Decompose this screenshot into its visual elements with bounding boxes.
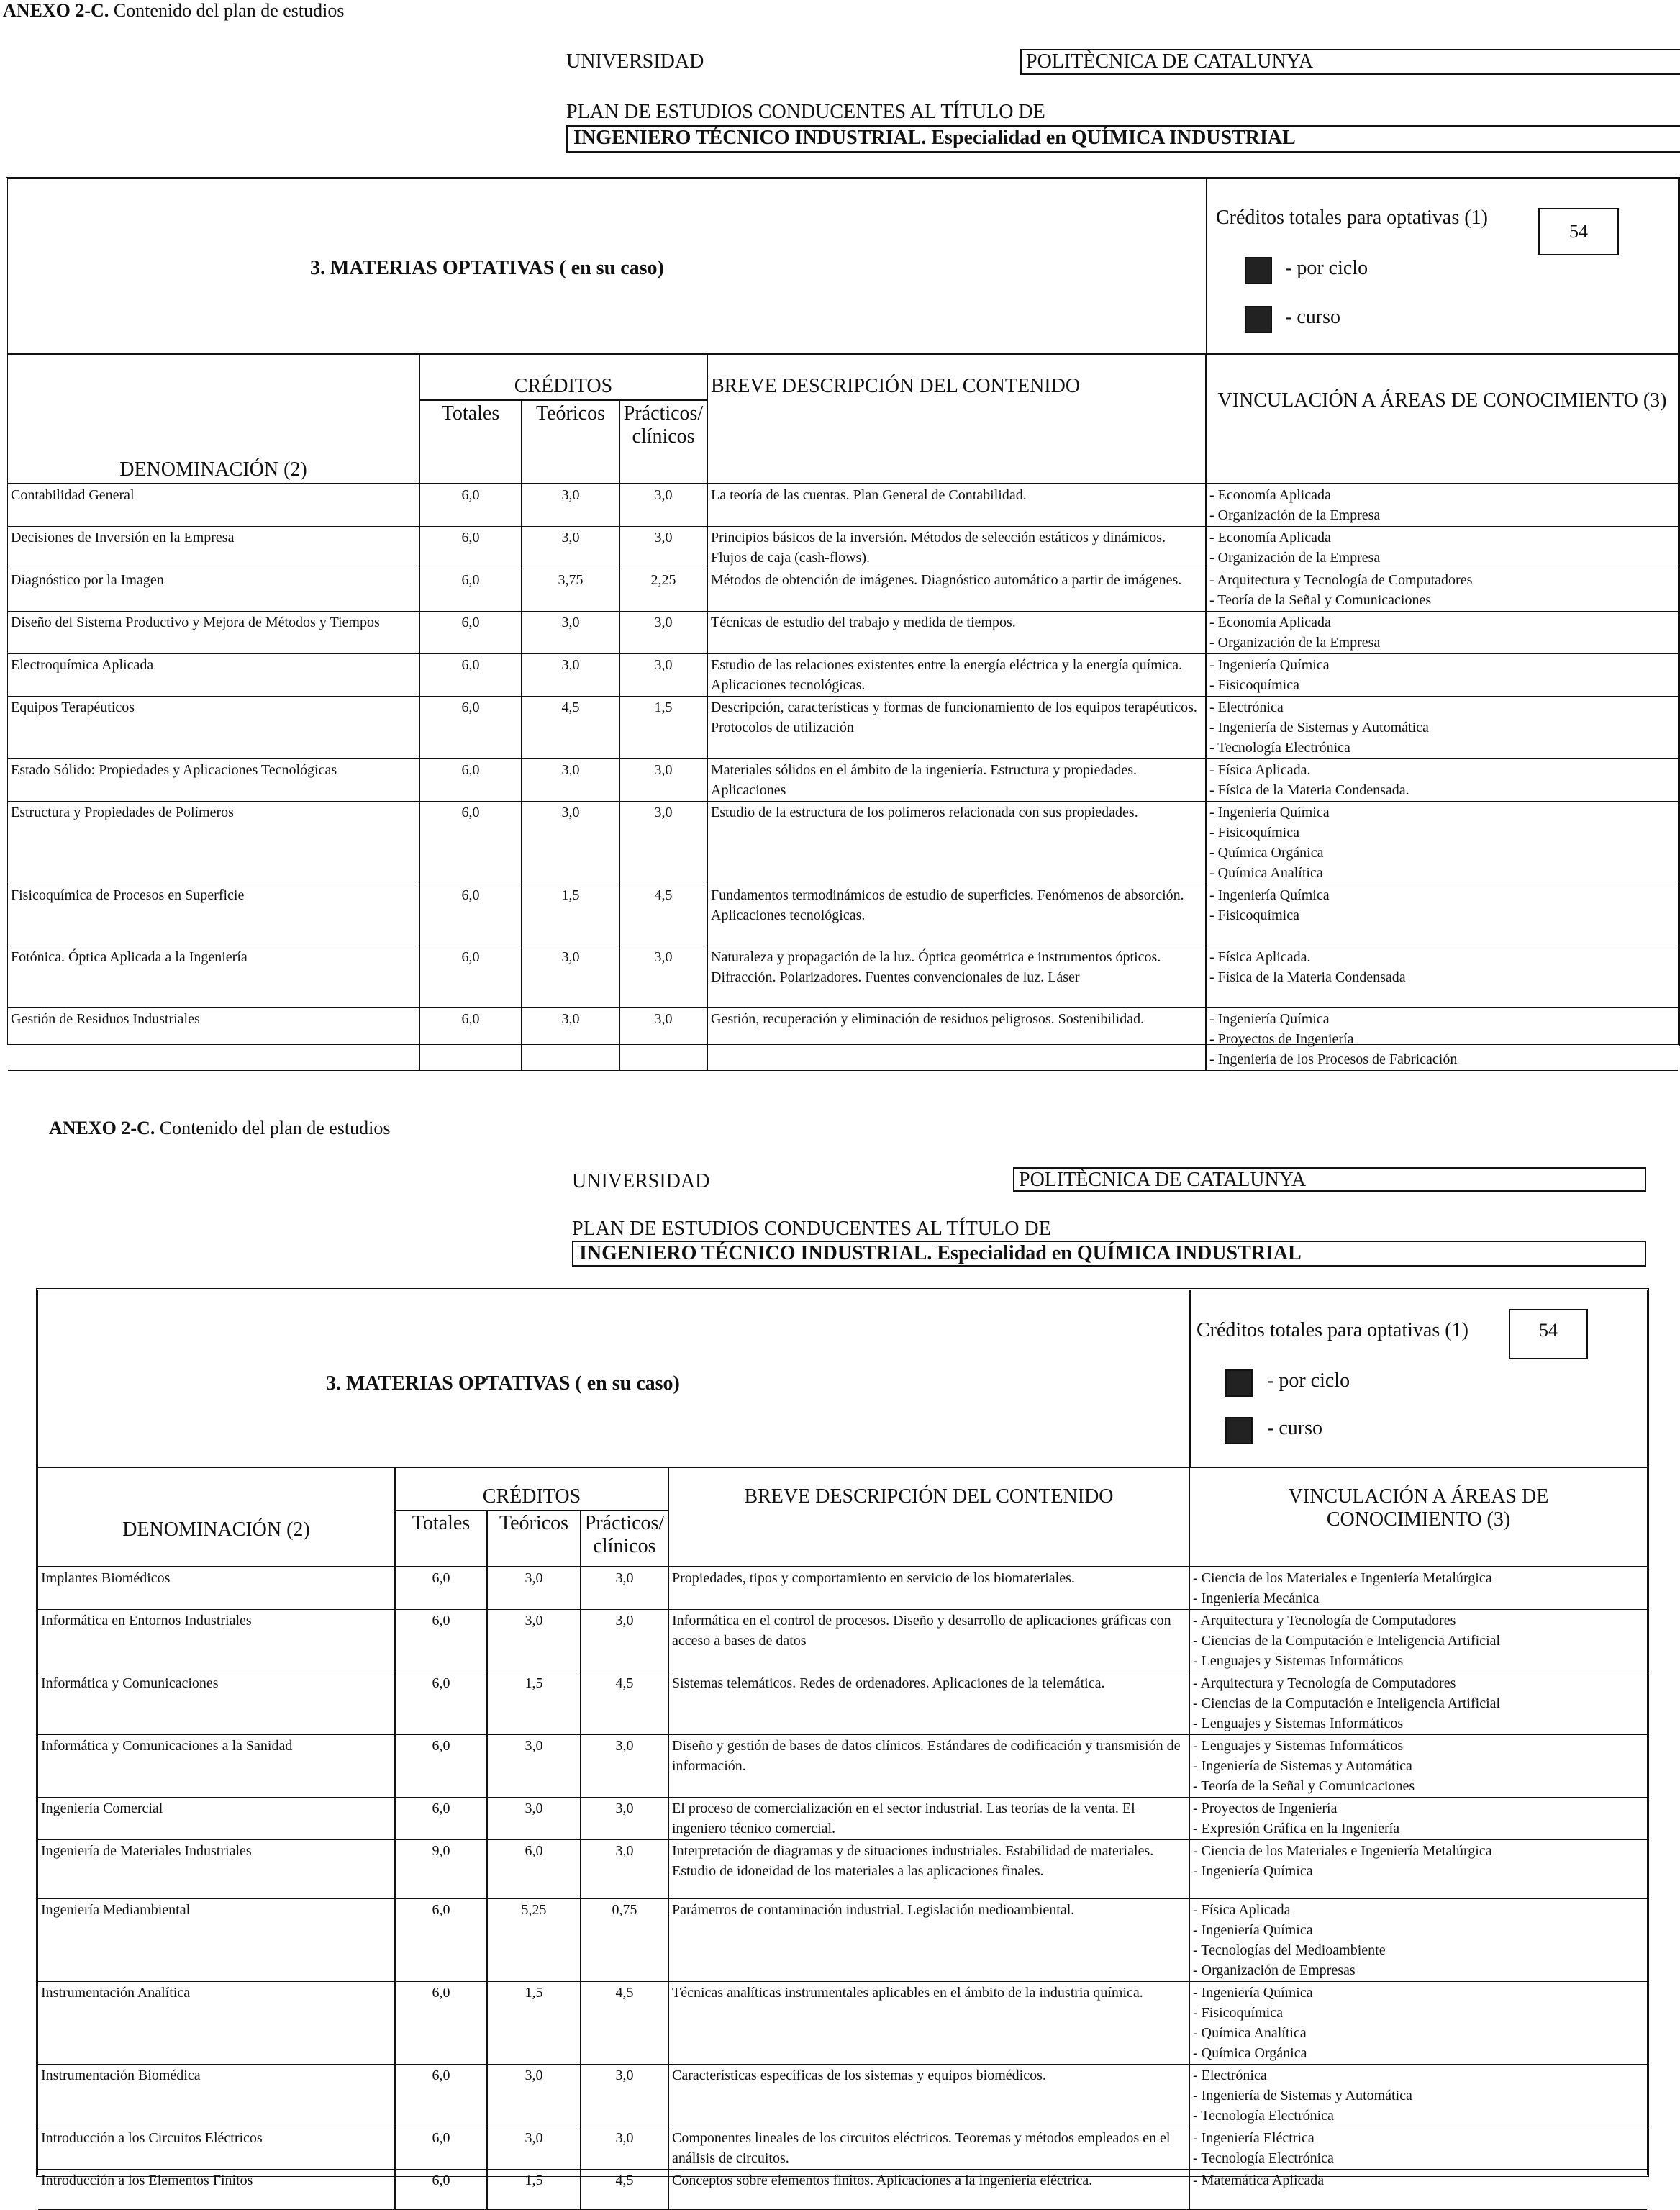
subject-description: Propiedades, tipos y comportamiento en servicio de los biomateriales. [668,1567,1189,1610]
knowledge-area: - Expresión Gráfica en la Ingeniería [1193,1820,1400,1837]
knowledge-area: - Tecnología Electrónica [1193,2150,1334,2166]
credits-theory: 4,5 [522,697,619,759]
knowledge-areas [1189,1839,1647,1898]
subject-description: Técnicas de estudio del trabajo y medida de tiempos. [707,612,1206,654]
credits-theory: 3,0 [522,484,619,527]
table-row [8,654,1678,697]
table-row [38,1981,1647,2064]
credits-practice: 4,5 [581,1672,668,1734]
subject-name: Instrumentación Analítica [38,1981,395,2064]
table-row [8,1008,1678,1071]
creditos-label: Créditos totales para optativas (1) [1216,207,1488,229]
knowledge-area: - Tecnología Electrónica [1209,740,1350,756]
knowledge-area: - Ingeniería Eléctrica [1193,2129,1315,2146]
credits-theory: 5,25 [487,1898,581,1981]
table-row [38,1734,1647,1797]
col-denominacion: DENOMINACIÓN (2) [8,353,419,484]
knowledge-area: - Economía Aplicada [1209,530,1331,545]
credits-total: 6,0 [419,569,522,612]
knowledge-area: - Proyectos de Ingeniería [1209,1031,1354,1047]
knowledge-area: - Ingeniería de Sistemas y Automática [1193,1757,1412,1774]
subject-description: Naturaleza y propagación de la luz. Óptica geométrica e instrumentos ópticos. Difracción. Polarizadores. Fuentes convencionales de luz. Láser [707,946,1206,1008]
knowledge-area: - Ingeniería Química [1209,1011,1330,1027]
plan-label: PLAN DE ESTUDIOS CONDUCENTES AL TÍTULO DE [566,101,1045,123]
creditos-value: 54 [1509,1309,1588,1359]
col-practicos: Prácticos/ clínicos [619,400,707,484]
credits-practice: 3,0 [581,2127,668,2169]
knowledge-area: - Electrónica [1209,699,1284,715]
credits-total: 6,0 [395,1734,487,1797]
knowledge-areas [1189,2169,1647,2209]
knowledge-area: - Ingeniería de los Procesos de Fabricación [1209,1051,1458,1067]
table-row [8,884,1678,946]
credits-theory: 3,0 [522,527,619,569]
credits-theory: 3,0 [522,1008,619,1071]
subject-name: Diagnóstico por la Imagen [8,569,419,612]
credits-total: 6,0 [395,1672,487,1734]
knowledge-area: - Ingeniería Química [1209,887,1330,903]
subject-description: La teoría de las cuentas. Plan General de Contabilidad. [707,484,1206,527]
knowledge-area: - Ingeniería Química [1193,1984,1313,2001]
credits-total: 9,0 [395,1839,487,1898]
credits-theory: 3,0 [487,1609,581,1672]
subject-description: Estudio de las relaciones existentes entre la energía eléctrica y la energía química. Aplicaciones tecnológicas. [707,654,1206,697]
checkbox-icon [1245,257,1272,284]
curso-label: - curso [1285,306,1340,328]
knowledge-area: - Ciencia de los Materiales e Ingeniería Metalúrgica [1193,1570,1492,1586]
knowledge-area: - Ingeniería de Sistemas y Automática [1193,2087,1412,2103]
knowledge-areas [1206,612,1678,654]
subject-name: Implantes Biomédicos [38,1567,395,1610]
credits-practice: 3,0 [619,802,707,884]
credits-practice: 3,0 [619,654,707,697]
credits-theory: 3,0 [487,2127,581,2169]
subject-name: Equipos Terapéuticos [8,697,419,759]
credits-practice: 4,5 [581,1981,668,2064]
por-ciclo-label: - por ciclo [1267,1369,1350,1392]
credits-theory: 1,5 [487,2169,581,2209]
subject-description: Técnicas analíticas instrumentales aplicables en el ámbito de la industria química. [668,1981,1189,2064]
materias-frame [36,1288,1649,2188]
credits-practice: 1,5 [619,697,707,759]
knowledge-areas [1206,654,1678,697]
annex-description: Contenido del plan de estudios [109,0,345,21]
col-creditos: CRÉDITOS [419,353,707,400]
subject-name: Gestión de Residuos Industriales [8,1008,419,1071]
subject-name: Decisiones de Inversión en la Empresa [8,527,419,569]
materias-header [8,179,1678,355]
table-row [8,484,1678,527]
subject-name: Instrumentación Biomédica [38,2064,395,2127]
knowledge-areas [1189,1567,1647,1610]
knowledge-area: - Ciencias de la Computación e Inteligencia Artificial [1193,1632,1501,1649]
table-row [8,612,1678,654]
knowledge-areas [1206,802,1678,884]
credits-practice: 3,0 [619,759,707,802]
credits-theory: 3,75 [522,569,619,612]
knowledge-area: - Química Analítica [1209,865,1323,881]
col-teoricos: Teóricos [487,1511,581,1567]
knowledge-area: - Ingeniería Química [1193,1862,1313,1879]
knowledge-areas [1189,1672,1647,1734]
credits-theory: 1,5 [487,1672,581,1734]
subject-name: Diseño del Sistema Productivo y Mejora de Métodos y Tiempos [8,612,419,654]
knowledge-area: - Economía Aplicada [1209,615,1331,630]
knowledge-area: - Ingeniería Mecánica [1193,1590,1320,1606]
table-row [38,2169,1647,2209]
table-row [8,697,1678,759]
credits-theory: 3,0 [487,1797,581,1839]
subject-name: Estructura y Propiedades de Polímeros [8,802,419,884]
table-row [8,527,1678,569]
creditos-panel [1206,179,1679,353]
table-row [38,1898,1647,1981]
credits-total: 6,0 [395,1609,487,1672]
col-denominacion: DENOMINACIÓN (2) [38,1467,395,1567]
knowledge-area: - Química Analítica [1193,2024,1307,2041]
credits-total: 6,0 [419,1008,522,1071]
credits-total: 6,0 [395,1797,487,1839]
knowledge-area: - Arquitectura y Tecnología de Computadores [1209,572,1473,588]
credits-theory: 3,0 [522,946,619,1008]
knowledge-area: - Lenguajes y Sistemas Informáticos [1193,1737,1404,1754]
knowledge-area: - Teoría de la Señal y Comunicaciones [1209,592,1432,608]
subject-name: Introducción a los Elementos Finitos [38,2169,395,2209]
knowledge-area: - Fisicoquímica [1209,825,1299,841]
col-vinculacion: VINCULACIÓN A ÁREAS DE CONOCIMIENTO (3) [1189,1467,1647,1567]
credits-total: 6,0 [395,1898,487,1981]
knowledge-area: - Arquitectura y Tecnología de Computadores [1193,1675,1456,1691]
knowledge-area: - Ingeniería de Sistemas y Automática [1209,720,1429,735]
materias-title: 3. MATERIAS OPTATIVAS ( en su caso) [310,257,664,279]
plan-label: PLAN DE ESTUDIOS CONDUCENTES AL TÍTULO DE [572,1218,1051,1240]
subject-name: Introducción a los Circuitos Eléctricos [38,2127,395,2169]
credits-practice: 3,0 [581,1797,668,1839]
credits-total: 6,0 [395,2064,487,2127]
knowledge-areas [1206,1008,1678,1071]
credits-theory: 6,0 [487,1839,581,1898]
university-value: POLITÈCNICA DE CATALUNYA [1013,1167,1646,1192]
knowledge-area: - Fisicoquímica [1209,907,1299,923]
subject-description: Métodos de obtención de imágenes. Diagnóstico automático a partir de imágenes. [707,569,1206,612]
knowledge-area: - Organización de la Empresa [1209,635,1381,651]
subject-description: Parámetros de contaminación industrial. Legislación medioambiental. [668,1898,1189,1981]
subject-description: Descripción, características y formas de funcionamiento de los equipos terapéuticos. Protocolos de utilización [707,697,1206,759]
knowledge-area: - Ingeniería Química [1209,805,1330,820]
knowledge-area: - Física Aplicada [1193,1901,1291,1918]
credits-theory: 1,5 [487,1981,581,2064]
knowledge-area: - Ciencias de la Computación e Inteligencia Artificial [1193,1695,1501,1711]
checkbox-icon [1225,1417,1253,1444]
annex-label: ANEXO 2-C. [3,0,109,21]
subject-name: Contabilidad General [8,484,419,527]
subject-description: El proceso de comercialización en el sector industrial. Las teorías de la venta. El ingeniero técnico comercial. [668,1797,1189,1839]
subject-name: Informática y Comunicaciones [38,1672,395,1734]
credits-total: 6,0 [419,802,522,884]
subject-name: Informática y Comunicaciones a la Sanidad [38,1734,395,1797]
col-creditos: CRÉDITOS [395,1467,668,1511]
knowledge-areas [1189,1797,1647,1839]
knowledge-areas [1206,697,1678,759]
credits-total: 6,0 [419,484,522,527]
knowledge-areas [1189,1981,1647,2064]
materias-table [38,1467,1647,2210]
subject-description: Materiales sólidos en el ámbito de la ingeniería. Estructura y propiedades. Aplicaciones [707,759,1206,802]
knowledge-area: - Ingeniería Química [1209,657,1330,673]
annex-label: ANEXO 2-C. [49,1118,155,1138]
knowledge-area: - Fisicoquímica [1193,2004,1283,2021]
subject-description: Características específicas de los sistemas y equipos biomédicos. [668,2064,1189,2127]
table-row [8,802,1678,884]
col-practicos: Prácticos/ clínicos [581,1511,668,1567]
checkbox-icon [1225,1369,1253,1397]
col-descripcion: BREVE DESCRIPCIÓN DEL CONTENIDO [668,1467,1189,1567]
credits-theory: 3,0 [487,1734,581,1797]
credits-practice: 2,25 [619,569,707,612]
table-row [38,2064,1647,2127]
credits-practice: 3,0 [581,2064,668,2127]
university-value: POLITÈCNICA DE CATALUNYA [1020,49,1680,75]
university-label: UNIVERSIDAD [566,50,704,73]
subject-description: Diseño y gestión de bases de datos clínicos. Estándares de codificación y transmisión de información. [668,1734,1189,1797]
credits-practice: 3,0 [581,1839,668,1898]
knowledge-area: - Tecnología Electrónica [1193,2107,1334,2124]
knowledge-areas [1206,527,1678,569]
checkbox-icon [1245,306,1272,333]
credits-total: 6,0 [395,1567,487,1610]
col-descripcion: BREVE DESCRIPCIÓN DEL CONTENIDO [707,353,1206,484]
subject-name: Fotónica. Óptica Aplicada a la Ingeniería [8,946,419,1008]
knowledge-area: - Física Aplicada. [1209,762,1311,778]
knowledge-areas [1206,569,1678,612]
subject-name: Ingeniería Comercial [38,1797,395,1839]
credits-total: 6,0 [419,654,522,697]
subject-description: Gestión, recuperación y eliminación de residuos peligrosos. Sostenibilidad. [707,1008,1206,1071]
knowledge-area: - Lenguajes y Sistemas Informáticos [1193,1715,1404,1731]
knowledge-area: - Organización de la Empresa [1209,507,1381,523]
credits-practice: 3,0 [581,1567,668,1610]
table-row [8,759,1678,802]
credits-theory: 3,0 [522,612,619,654]
knowledge-area: - Organización de Empresas [1193,1962,1356,1978]
subject-description: Conceptos sobre elementos finitos. Aplicaciones a la ingeniería eléctrica. [668,2169,1189,2209]
subject-description: Principios básicos de la inversión. Métodos de selección estáticos y dinámicos. Flujos de caja (cash-flows). [707,527,1206,569]
credits-total: 6,0 [419,612,522,654]
knowledge-area: - Lenguajes y Sistemas Informáticos [1193,1652,1404,1669]
credits-total: 6,0 [395,2127,487,2169]
subject-description: Estudio de la estructura de los polímeros relacionada con sus propiedades. [707,802,1206,884]
knowledge-areas [1189,1898,1647,1981]
credits-practice: 3,0 [619,1008,707,1071]
table-row [38,1567,1647,1610]
credits-theory: 3,0 [487,2064,581,2127]
knowledge-area: - Ingeniería Química [1193,1921,1313,1938]
knowledge-area: - Ciencia de los Materiales e Ingeniería Metalúrgica [1193,1842,1492,1859]
credits-theory: 3,0 [487,1567,581,1610]
creditos-panel [1189,1290,1648,1467]
knowledge-area: - Física de la Materia Condensada [1209,969,1406,985]
materias-table [8,353,1678,1071]
knowledge-area: - Teoría de la Señal y Comunicaciones [1193,1777,1415,1794]
knowledge-area: - Arquitectura y Tecnología de Computadores [1193,1612,1456,1629]
credits-practice: 0,75 [581,1898,668,1981]
credits-total: 6,0 [419,527,522,569]
credits-total: 6,0 [419,884,522,946]
knowledge-area: - Física de la Materia Condensada. [1209,782,1409,798]
knowledge-areas [1189,2127,1647,2169]
knowledge-area: - Proyectos de Ingeniería [1193,1800,1338,1816]
knowledge-area: - Electrónica [1193,2067,1267,2083]
knowledge-area: - Fisicoquímica [1209,677,1299,693]
subject-name: Estado Sólido: Propiedades y Aplicaciones Tecnológicas [8,759,419,802]
knowledge-areas [1206,759,1678,802]
por-ciclo-label: - por ciclo [1285,257,1368,279]
credits-practice: 4,5 [581,2169,668,2209]
credits-theory: 1,5 [522,884,619,946]
table-row [38,1839,1647,1898]
subject-description: Interpretación de diagramas y de situaciones industriales. Estabilidad de materiales. Estudio de idoneidad de los materiales a las aplicaciones finales. [668,1839,1189,1898]
knowledge-area: - Química Orgánica [1193,2044,1307,2061]
knowledge-area: - Física Aplicada. [1209,949,1311,965]
subject-name: Fisicoquímica de Procesos en Superficie [8,884,419,946]
creditos-value: 54 [1538,208,1619,255]
subject-description: Componentes lineales de los circuitos eléctricos. Teoremas y métodos empleados en el análisis de circuitos. [668,2127,1189,2169]
subject-name: Electroquímica Aplicada [8,654,419,697]
university-label: UNIVERSIDAD [572,1170,710,1192]
credits-theory: 3,0 [522,759,619,802]
subject-name: Informática en Entornos Industriales [38,1609,395,1672]
curso-label: - curso [1267,1417,1322,1439]
subject-description: Informática en el control de procesos. Diseño y desarrollo de aplicaciones gráficas con acceso a bases de datos [668,1609,1189,1672]
annex-description: Contenido del plan de estudios [155,1118,391,1138]
credits-practice: 3,0 [619,946,707,1008]
table-row [38,2127,1647,2169]
credits-practice: 3,0 [619,612,707,654]
credits-practice: 3,0 [619,484,707,527]
knowledge-area: - Tecnologías del Medioambiente [1193,1942,1386,1958]
credits-theory: 3,0 [522,654,619,697]
table-row [8,946,1678,1008]
degree-title: INGENIERO TÉCNICO INDUSTRIAL. Especialidad en QUÍMICA INDUSTRIAL [566,125,1680,153]
credits-total: 6,0 [419,759,522,802]
credits-total: 6,0 [419,946,522,1008]
col-teoricos: Teóricos [522,400,619,484]
knowledge-area: - Organización de la Empresa [1209,550,1381,566]
knowledge-area: - Matemática Aplicada [1193,2172,1325,2188]
annex-title [3,0,344,22]
materias-header [38,1290,1647,1468]
knowledge-area: - Química Orgánica [1209,845,1324,861]
annex-title [49,1118,390,1139]
col-totales: Totales [395,1511,487,1567]
credits-practice: 3,0 [581,1734,668,1797]
col-totales: Totales [419,400,522,484]
col-vinculacion: VINCULACIÓN A ÁREAS DE CONOCIMIENTO (3) [1206,353,1678,484]
subject-name: Ingeniería Mediambiental [38,1898,395,1981]
credits-total: 6,0 [395,2169,487,2209]
knowledge-areas [1206,484,1678,527]
table-row [38,1797,1647,1839]
table-row [8,569,1678,612]
knowledge-areas [1189,1734,1647,1797]
credits-practice: 4,5 [619,884,707,946]
credits-theory: 3,0 [522,802,619,884]
knowledge-areas [1189,1609,1647,1672]
creditos-label: Créditos totales para optativas (1) [1197,1319,1468,1341]
knowledge-areas [1189,2064,1647,2127]
materias-frame [6,177,1680,1067]
subject-name: Ingeniería de Materiales Industriales [38,1839,395,1898]
materias-title: 3. MATERIAS OPTATIVAS ( en su caso) [326,1372,680,1395]
credits-total: 6,0 [395,1981,487,2064]
table-row [38,1609,1647,1672]
knowledge-areas [1206,946,1678,1008]
subject-description: Fundamentos termodinámicos de estudio de superficies. Fenómenos de absorción. Aplicaciones tecnológicas. [707,884,1206,946]
table-row [38,1672,1647,1734]
degree-title: INGENIERO TÉCNICO INDUSTRIAL. Especialidad en QUÍMICA INDUSTRIAL [572,1241,1646,1267]
credits-practice: 3,0 [581,1609,668,1672]
credits-total: 6,0 [419,697,522,759]
knowledge-area: - Economía Aplicada [1209,487,1331,503]
credits-practice: 3,0 [619,527,707,569]
subject-description: Sistemas telemáticos. Redes de ordenadores. Aplicaciones de la telemática. [668,1672,1189,1734]
knowledge-areas [1206,884,1678,946]
